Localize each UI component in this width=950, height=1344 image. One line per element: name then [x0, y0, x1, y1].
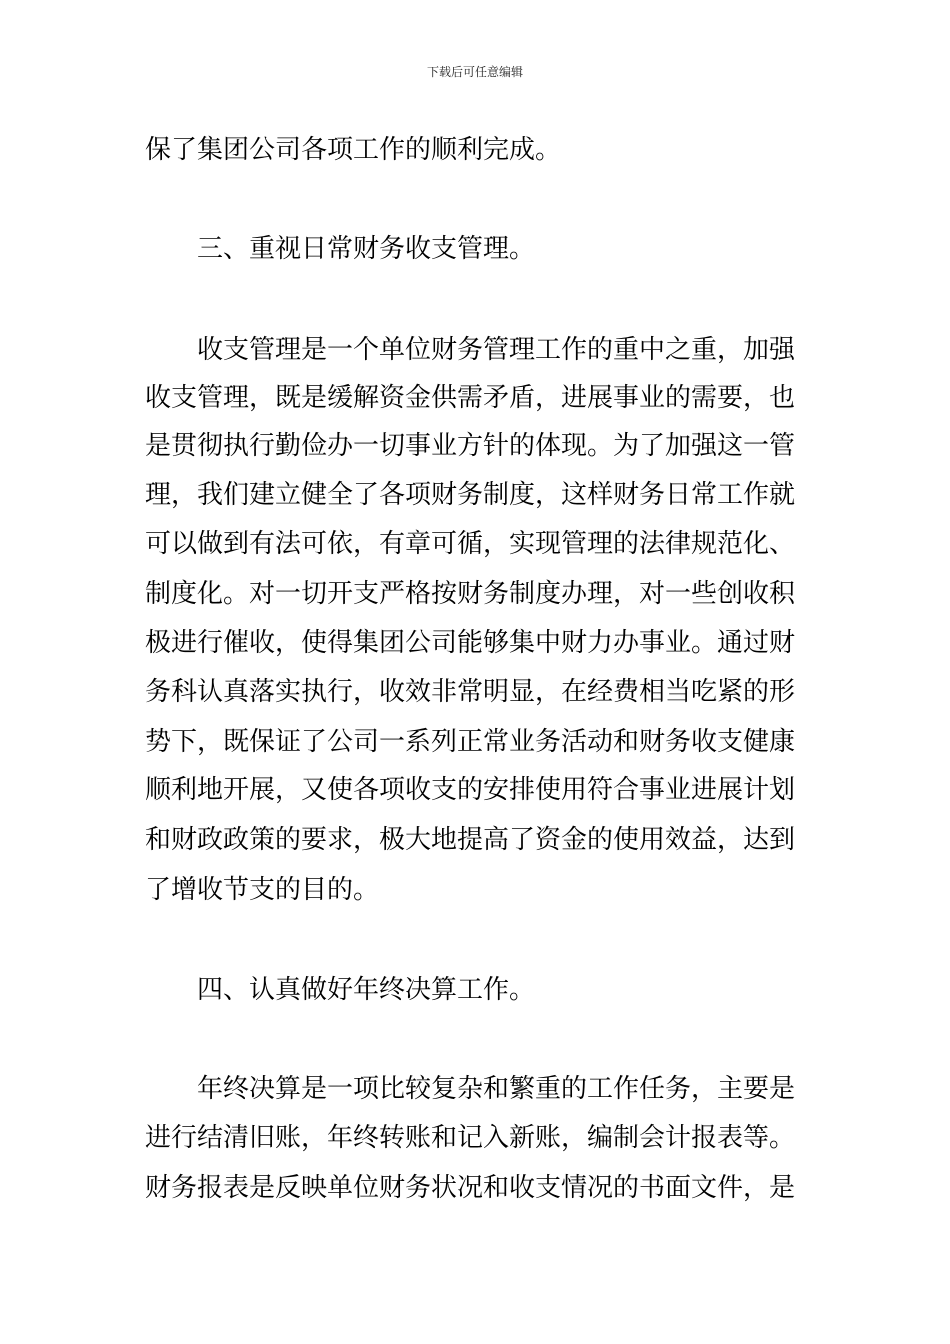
- page-header: 下载后可任意编辑: [426, 65, 523, 79]
- body-line: 顺利地开展，又使各项收支的安排使用符合事业进展计划: [145, 775, 796, 805]
- body-line: 制度化。对一切开支严格按财务制度办理，对一些创收积: [145, 579, 796, 609]
- body-line: 收支管理，既是缓解资金供需矛盾，进展事业的需要，也: [145, 383, 796, 413]
- body-line: 和财政政策的要求，极大地提高了资金的使用效益，达到: [145, 825, 796, 855]
- body-line: 进行结清旧账，年终转账和记入新账，编制会计报表等。: [145, 1123, 796, 1153]
- body-line: 了增收节支的目的。: [145, 875, 380, 905]
- body-line: 可以做到有法可依，有章可循，实现管理的法律规范化、: [145, 529, 796, 559]
- body-line: 务科认真落实执行，收效非常明显，在经费相当吃紧的形: [145, 677, 796, 707]
- body-line: 极进行催收，使得集团公司能够集中财力办事业。通过财: [145, 628, 796, 658]
- body-line: 财务报表是反映单位财务状况和收支情况的书面文件，是: [145, 1173, 796, 1203]
- body-line: 理，我们建立健全了各项财务制度，这样财务日常工作就: [145, 480, 796, 510]
- section-heading: 三、重视日常财务收支管理。: [197, 234, 536, 264]
- paragraph-first-line: 年终决算是一项比较复杂和繁重的工作任务，主要是: [197, 1074, 796, 1104]
- section-heading: 四、认真做好年终决算工作。: [197, 975, 536, 1005]
- body-line: 是贯彻执行勤俭办一切事业方针的体现。为了加强这一管: [145, 431, 796, 461]
- paragraph-first-line: 收支管理是一个单位财务管理工作的重中之重，加强: [197, 335, 796, 365]
- body-line: 保了集团公司各项工作的顺利完成。: [145, 135, 562, 165]
- body-line: 势下，既保证了公司一系列正常业务活动和财务收支健康: [145, 727, 796, 757]
